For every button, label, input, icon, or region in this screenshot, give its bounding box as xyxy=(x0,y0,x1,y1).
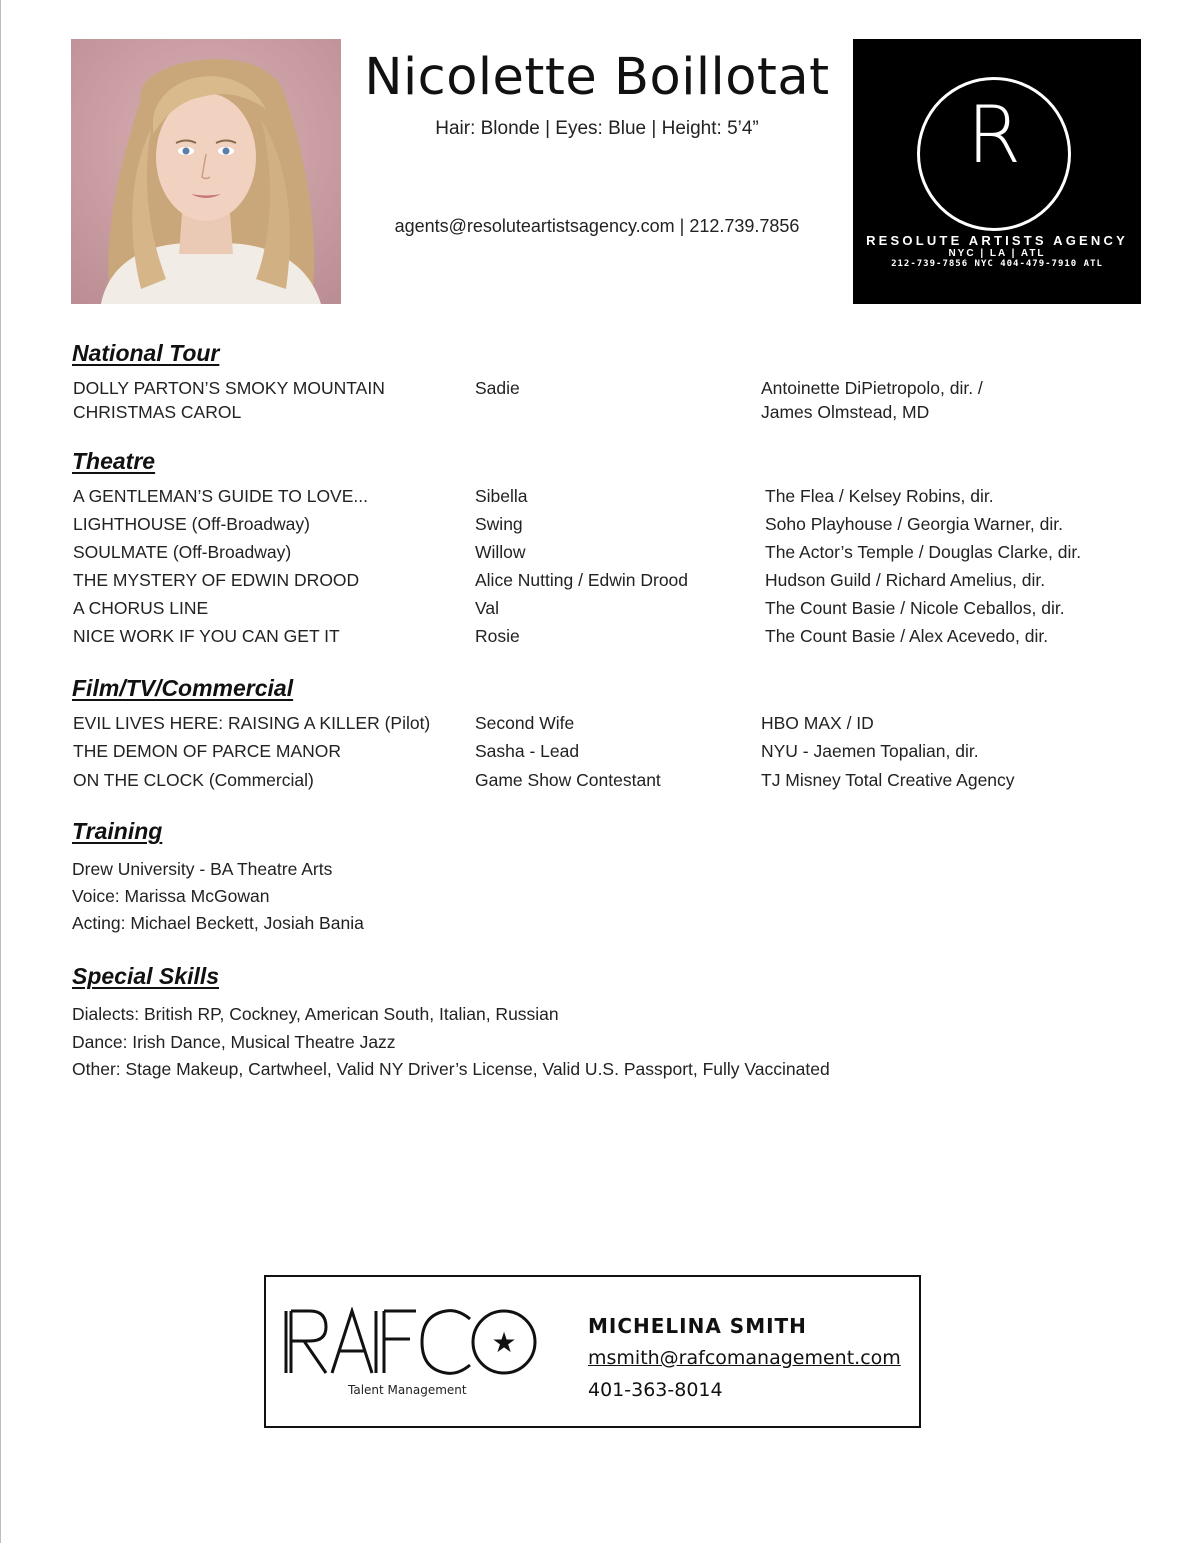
credit-venue: NYU - Jaemen Topalian, dir. xyxy=(761,741,979,761)
management-contact-box xyxy=(264,1275,921,1428)
training-line: Acting: Michael Beckett, Josiah Bania xyxy=(72,913,364,933)
credit-venue: TJ Misney Total Creative Agency xyxy=(761,770,1015,790)
section-title-special-skills: Special Skills xyxy=(72,963,220,989)
credit-show: THE MYSTERY OF EDWIN DROOD xyxy=(73,570,360,590)
rafco-tagline: Talent Management xyxy=(348,1383,467,1397)
section-title-national-tour: National Tour xyxy=(72,340,220,366)
credit-show: A GENTLEMAN’S GUIDE TO LOVE... xyxy=(73,486,368,506)
agency-cities: NYC | LA | ATL xyxy=(948,248,1046,259)
page-edge-rule xyxy=(0,0,1,1543)
skill-line: Dialects: British RP, Cockney, American South, Italian, Russian xyxy=(72,1004,559,1024)
credit-show: EVIL LIVES HERE: RAISING A KILLER (Pilot) xyxy=(73,713,431,733)
credit-show: DOLLY PARTON’S SMOKY MOUNTAIN xyxy=(73,378,385,398)
agency-name: RESOLUTE ARTISTS AGENCY xyxy=(866,233,1128,248)
credit-show: ON THE CLOCK (Commercial) xyxy=(73,770,314,790)
credit-role: Sasha - Lead xyxy=(475,741,580,761)
credit-role: Willow xyxy=(475,542,526,562)
credit-venue: The Actor’s Temple / Douglas Clarke, dir. xyxy=(765,542,1082,562)
section-title-theatre: Theatre xyxy=(72,448,156,474)
credit-venue: The Count Basie / Nicole Ceballos, dir. xyxy=(765,598,1065,618)
skill-line: Other: Stage Makeup, Cartwheel, Valid NY Driver’s License, Valid U.S. Passport, Fully Vaccinated xyxy=(72,1059,830,1079)
manager-name: MICHELINA SMITH xyxy=(588,1314,807,1338)
credit-show: A CHORUS LINE xyxy=(73,598,209,618)
manager-phone: 401-363-8014 xyxy=(588,1379,723,1401)
credit-role: Game Show Contestant xyxy=(475,770,661,790)
actor-name: Nicolette Boillotat xyxy=(364,48,830,107)
credit-show: NICE WORK IF YOU CAN GET IT xyxy=(73,626,340,646)
credit-venue: Soho Playhouse / Georgia Warner, dir. xyxy=(765,514,1063,534)
credit-show: LIGHTHOUSE (Off-Broadway) xyxy=(73,514,310,534)
credit-role: Alice Nutting / Edwin Drood xyxy=(475,570,689,590)
credit-show: CHRISTMAS CAROL xyxy=(73,402,242,422)
agency-phones: 212-739-7856 NYC 404-479-7910 ATL xyxy=(891,259,1103,269)
training-line: Voice: Marissa McGowan xyxy=(72,886,270,906)
credit-venue: The Flea / Kelsey Robins, dir. xyxy=(765,486,994,506)
credit-role: Val xyxy=(475,598,499,618)
rafco-logo xyxy=(280,1307,542,1382)
credit-venue: The Count Basie / Alex Acevedo, dir. xyxy=(765,626,1049,646)
section-title-film-tv: Film/TV/Commercial xyxy=(72,675,294,701)
credit-venue: Hudson Guild / Richard Amelius, dir. xyxy=(765,570,1046,590)
logo-letter: R xyxy=(966,91,1022,181)
credit-role: Second Wife xyxy=(475,713,575,733)
credit-role: Rosie xyxy=(475,626,520,646)
credit-show: SOULMATE (Off-Broadway) xyxy=(73,542,292,562)
section-title-training: Training xyxy=(72,818,163,844)
credit-venue: Antoinette DiPietropolo, dir. / xyxy=(761,378,983,398)
credit-role: Swing xyxy=(475,514,523,534)
credit-venue: James Olmstead, MD xyxy=(761,402,930,422)
manager-email-link[interactable]: msmith@rafcomanagement.com xyxy=(588,1347,901,1369)
physical-stats: Hair: Blonde | Eyes: Blue | Height: 5’4” xyxy=(435,118,759,139)
credit-venue: HBO MAX / ID xyxy=(761,713,874,733)
headshot-photo xyxy=(71,39,341,304)
resolute-agency-logo xyxy=(853,39,1141,304)
skill-line: Dance: Irish Dance, Musical Theatre Jazz xyxy=(72,1032,396,1052)
credit-role: Sibella xyxy=(475,486,528,506)
credit-show: THE DEMON OF PARCE MANOR xyxy=(73,741,342,761)
svg-text:★: ★ xyxy=(491,1326,517,1359)
training-line: Drew University - BA Theatre Arts xyxy=(72,859,333,879)
agency-contact[interactable]: agents@resoluteartistsagency.com | 212.739.7856 xyxy=(394,216,800,236)
credit-role: Sadie xyxy=(475,378,520,398)
